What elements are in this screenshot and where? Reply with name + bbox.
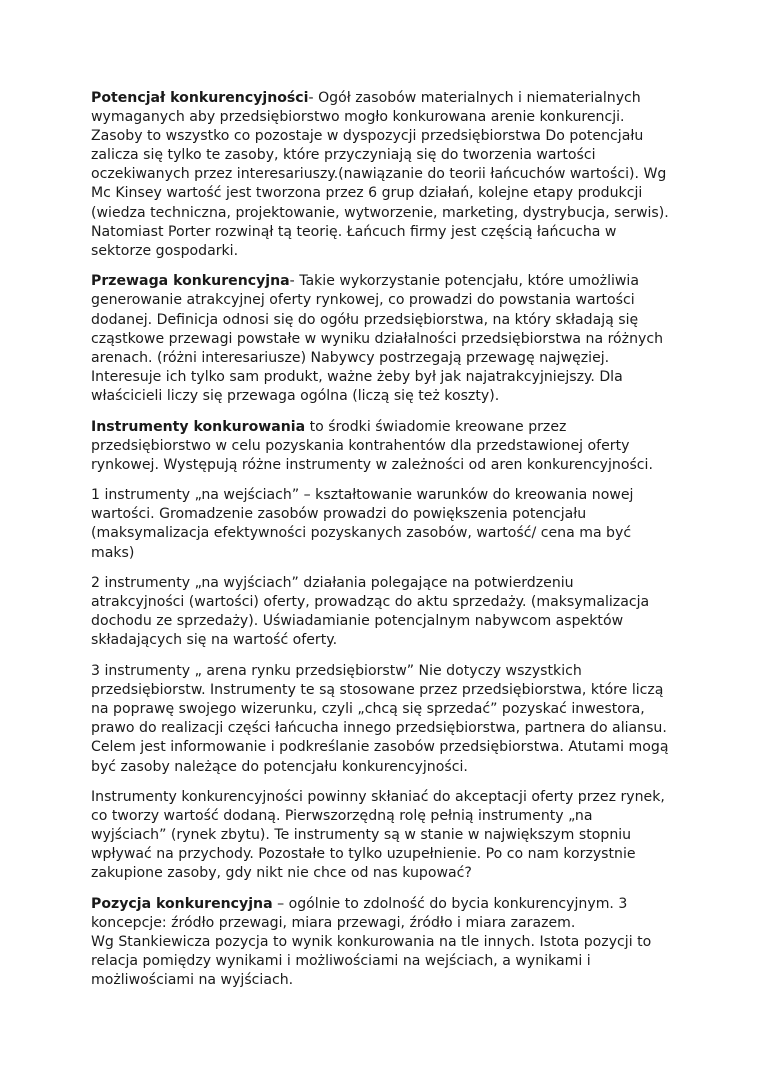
- text-line: 2 instrumenty „na wyjściach” działania polegające na potwierdzeniu: [91, 575, 574, 592]
- text-line: atrakcyjności (wartości) oferty, prowadząc do aktu sprzedaży. (maksymalizacja: [91, 594, 650, 611]
- text-line: być zasoby należące do potencjału konkurencyjności.: [91, 758, 468, 775]
- document-page: [91, 89, 681, 1002]
- text-line: dochodu ze sprzedaży). Uświadamianie potencjalnym nabywcom aspektów: [91, 613, 624, 630]
- paragraph-pozycja: [91, 895, 681, 990]
- text-line: Mc Kinsey wartość jest tworzona przez 6 grup działań, kolejne etapy produkcji: [91, 185, 643, 202]
- term-heading: Instrumenty konkurowania: [91, 418, 306, 435]
- text-line: Natomiast Porter rozwinął tą teorię. Łańcuch firmy jest częścią łańcucha w: [91, 223, 617, 240]
- text-line: składających się na wartość oferty.: [91, 632, 338, 649]
- text-line: – ogólnie to zdolność do bycia konkurencyjnym. 3: [272, 896, 628, 913]
- text-line: generowanie atrakcyjnej oferty rynkowej, co prowadzi do powstania wartości: [91, 292, 635, 309]
- text-line: przedsiębiorstw. Instrumenty te są stosowane przez przedsiębiorstwa, które liczą: [91, 682, 664, 699]
- text-line: 3 instrumenty „ arena rynku przedsiębiorstw” Nie dotyczy wszystkich: [91, 663, 582, 680]
- paragraph-instrumenty-wyjscia: [91, 574, 681, 650]
- text-line: wyjściach” (rynek zbytu). Te instrumenty są w stanie w największym stopniu: [91, 827, 632, 844]
- text-line: przedsiębiorstwo w celu pozyskania kontrahentów dla przedstawionej oferty: [91, 437, 630, 454]
- paragraph-podsumowanie: [91, 788, 681, 883]
- term-heading: Potencjał konkurencyjności: [91, 90, 309, 106]
- text-line: prawo do realizacji części łańcucha innego przedsiębiorstwa, partnera do aliansu.: [91, 720, 667, 737]
- text-line: wymaganych aby przedsiębiorstwo mogło konkurowana arenie konkurencji.: [91, 109, 625, 126]
- term-heading: Pozycja konkurencyjna: [91, 896, 273, 913]
- text-line: Interesuje ich tylko sam produkt, ważne żeby był jak najatrakcyjniejszy. Dla: [91, 368, 623, 385]
- text-line: Celem jest informowanie i podkreślanie zasobów przedsiębiorstwa. Atutami mogą: [91, 739, 669, 756]
- text-line: 1 instrumenty „na wejściach” – kształtowanie warunków do kreowania nowej: [91, 487, 634, 504]
- text-line: wartości. Gromadzenie zasobów prowadzi do powiększenia potencjału: [91, 506, 587, 523]
- text-line: rynkowej. Występują różne instrumenty w zależności od aren konkurencyjności.: [91, 456, 653, 473]
- text-line: Zasoby to wszystko co pozostaje w dyspozycji przedsiębiorstwa Do potencjału: [91, 128, 644, 145]
- text-line: co tworzy wartość dodaną. Pierwszorzędną rolę pełnią instrumenty „na: [91, 808, 593, 825]
- text-line: wpływać na przychody. Pozostałe to tylko uzupełnienie. Po co nam korzystnie: [91, 846, 636, 863]
- text-line: Instrumenty konkurencyjności powinny skłaniać do akceptacji oferty przez rynek,: [91, 789, 665, 806]
- term-heading: Przewaga konkurencyjna: [91, 273, 290, 290]
- paragraph-potencjal: [91, 89, 681, 261]
- text-line: to środki świadomie kreowane przez: [305, 418, 567, 435]
- paragraph-przewaga: [91, 272, 681, 406]
- text-line: - Ogół zasobów materialnych i niematerialnych: [308, 90, 641, 106]
- text-line: (wiedza techniczna, projektowanie, wytworzenie, marketing, dystrybucja, serwis).: [91, 204, 669, 221]
- text-line: (maksymalizacja efektywności pozyskanych zasobów, wartość/ cena ma być: [91, 525, 632, 542]
- paragraph-instrumenty-arena: [91, 662, 681, 777]
- text-line: koncepcje: źródło przewagi, miara przewagi, źródło i miara zarazem.: [91, 915, 576, 932]
- text-line: na poprawę swojego wizerunku, czyli „chcą się sprzedać” pozyskać inwestora,: [91, 701, 645, 718]
- text-line: cząstkowe przewagi powstałe w wyniku działalności przedsiębiorstwa na różnych: [91, 330, 664, 347]
- text-line: arenach. (różni interesariusze) Nabywcy postrzegają przewagę najwęziej.: [91, 349, 610, 366]
- text-line: możliwościami na wyjściach.: [91, 972, 294, 989]
- text-line: Wg Stankiewicza pozycja to wynik konkurowania na tle innych. Istota pozycji to: [91, 934, 652, 951]
- text-line: właścicieli liczy się przewaga ogólna (liczą się też koszty).: [91, 387, 500, 404]
- text-line: sektorze gospodarki.: [91, 242, 239, 259]
- text-line: maks): [91, 544, 135, 561]
- text-line: relacja pomiędzy wynikami i możliwościami na wejściach, a wynikami i: [91, 953, 591, 970]
- text-line: - Takie wykorzystanie potencjału, które umożliwia: [289, 273, 639, 290]
- text-line: zalicza się tylko te zasoby, które przyczyniają się do tworzenia wartości: [91, 147, 596, 164]
- text-line: dodanej. Definicja odnosi się do ogółu przedsiębiorstwa, na który składają się: [91, 311, 639, 328]
- paragraph-instrumenty-wejscia: [91, 486, 681, 562]
- text-line: zakupione zasoby, gdy nikt nie chce od nas kupować?: [91, 865, 472, 882]
- paragraph-instrumenty: [91, 418, 681, 475]
- text-line: oczekiwanych przez interesariuszy.(nawiązanie do teorii łańcuchów wartości). Wg: [91, 166, 667, 183]
